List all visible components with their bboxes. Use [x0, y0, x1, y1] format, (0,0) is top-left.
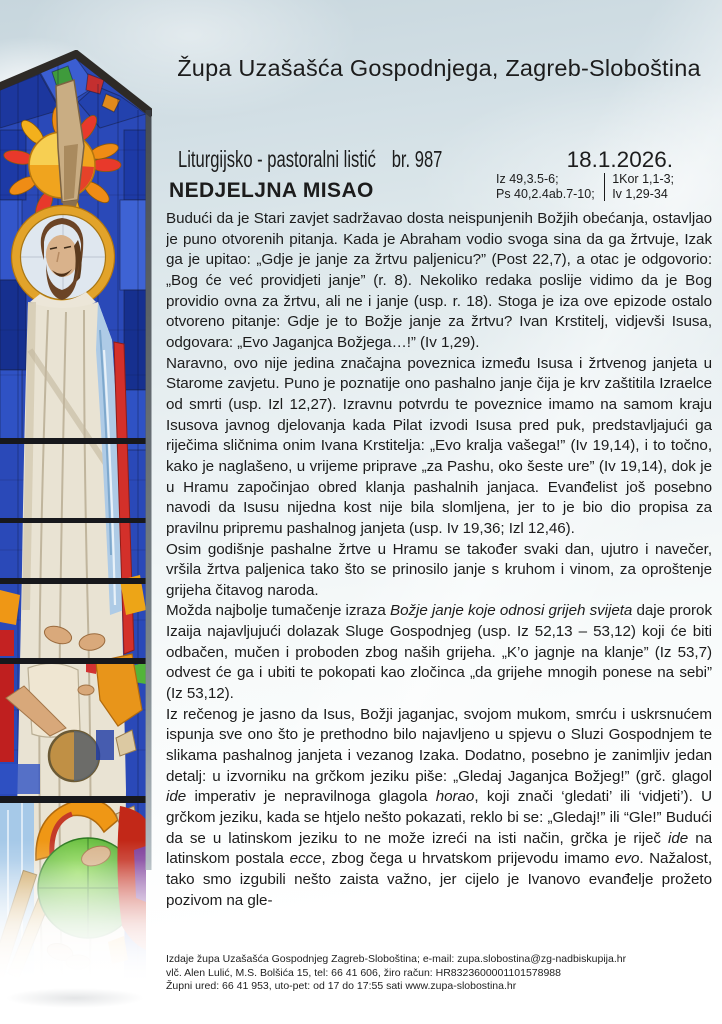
article-paragraph: Osim godišnje pashalne žrtve u Hramu se također svaki dan, ujutro i navečer, vršila žrtva paljenica tako što se prinosilo janje s kruhom i vinom, za oproštenje grijeha čitavog naroda.: [166, 540, 712, 599]
photo-bottom-shadow: [6, 988, 144, 1008]
section-title: NEDJELJNA MISAO: [169, 179, 374, 202]
readings-right-column: [612, 172, 674, 202]
reading-ref: Iz 49,3.5-6;: [496, 172, 559, 186]
stained-glass-art: [0, 50, 152, 1010]
readings-divider: [604, 173, 606, 201]
footer-line: vlč. Alen Lulić, M.S. Bolšića 15, tel: 66 41 606, žiro račun: HR8323600001101578988: [166, 966, 561, 979]
readings-left-column: [496, 172, 595, 202]
stained-glass-window-photo: [0, 50, 152, 1010]
issue-date: 18.1.2026.: [566, 147, 673, 172]
reading-ref: 1Kor 1,1-3;: [612, 172, 675, 186]
article-paragraph: Možda najbolje tumačenje izraza Božje janje koje odnosi grijeh svijeta daje prorok Izaija najavljujući dolazak Sluge Gospodnjeg (usp. Iz 52,13 – 53,12) koji će biti odbačen, mučen i proboden zbog naših grijeha. „K’o jagnje na klanje” (Iz 53,7) odvest će ga i ubiti te pokopati kao zločinca „da grijehe mnogih ponese na sebi” (Iz 53,12).: [166, 602, 712, 703]
article: [166, 209, 712, 911]
wall-edge: [146, 110, 152, 870]
readings-block: [496, 172, 674, 202]
footer-line: Župni ured: 66 41 953, uto-pet: od 17 do 17:55 sati www.zupa-slobostina.hr: [166, 980, 517, 993]
reading-ref: Ps 40,2.4ab.7-10;: [496, 187, 595, 201]
leaflet-name: Liturgijsko - pastoralni listić: [178, 146, 376, 172]
reading-ref: Iv 1,29-34: [612, 187, 668, 201]
footer-line: Izdaje župa Uzašašća Gospodnjeg Zagreb-Sloboština; e-mail: zupa.slobostina@zg-nadbiskupija.hr: [166, 953, 627, 965]
parish-title: Župa Uzašašća Gospodnjega, Zagreb-Sloboština: [177, 55, 701, 81]
article-paragraph: Naravno, ovo nije jedina značajna poveznica između Isusa i žrtvenog janjeta u Starome zavjetu. Puno je poznatije ono pashalno janje čija je krv zaštitila Izraelce od smrti (usp. Izl 12,27). Izravnu potvrdu te poveznice imamo na samom kraju Isusova javnog djelovanja kada Pilat izvodi Isusa pred puk, predstavljajući ga riječima sličnima onim Ivana Krstitelja: „Evo kralja vašega!” (Iv 19,14), i to točno, kako je naglašeno, u vrijeme priprave „za Pashu, oko šeste ure” (Iv 19,14), dok je u Hramu započinjao obred klanja pashalnih janjaca. Evanđelist još posebno navodi da Isusu nijedna kost nije bila slomljena, jer to je bio dio propisa za pravilnu pripremu pashalnog janjeta (usp. Iv 19,36; Izl 12,46).: [166, 354, 712, 537]
article-paragraph: Iz rečenog je jasno da Isus, Božji jaganjac, svojom mukom, smrću i uskrsnućem ispunja sve ono što je prethodno bilo najavljeno u spjevu o Sluzi Gospodnjem te slikama pashalnog janjeta i vezanog Izaka. Dodatno, posebno je zanimljiv jedan detalj: u izvorniku na grčkom jeziku piše: „Gledaj Jaganjca Božjeg!” (grč. glagol ide imperativ je nepravilnoga glagola horao, koji znači ‘gledati’ ili ‘vidjeti’). U grčkom jeziku, kada se htjelo nešto pokazati, reklo bi se: „Gledaj!” ili “Gle!” Budući da se u latinskom jeziku to ne može izreći na isti način, grčka je riječ ide na latinskom postala ecce, zbog čega u hrvatskom prijevodu imamo evo. Nažalost, tako smo izgubili nešto zaista važno, jer cijelo je Ivanovo evanđelje prožeto pozivom na gle-: [166, 705, 712, 909]
article-paragraph: Budući da je Stari zavjet sadržavao dosta neispunjenih Božjih obećanja, ostavljao je puno otvorenih pitanja. Kada je Abraham vodio svoga sina da ga žrtvuje, Izak ga je upitao: „Gdje je janje za žrtvu paljenicu?” (Post 22,7), a otac je odgovorio: „Bog će već providjeti janje” (r. 8). Nekoliko redaka poslije vidimo da je Bog providio ovna za žrtvu, ali ne i janje (usp. r. 18). Stoga je iza ove epizode ostalo otvoreno pitanje: Gdje je to Božje janje za žrtvu? Ivan Krstitelj, vidjevši Isusa, odgovara: „Evo Jaganjca Božjega…!” (Iv 1,29).: [166, 210, 712, 351]
leaflet-number: br. 987: [391, 146, 443, 172]
footer: [166, 953, 712, 994]
